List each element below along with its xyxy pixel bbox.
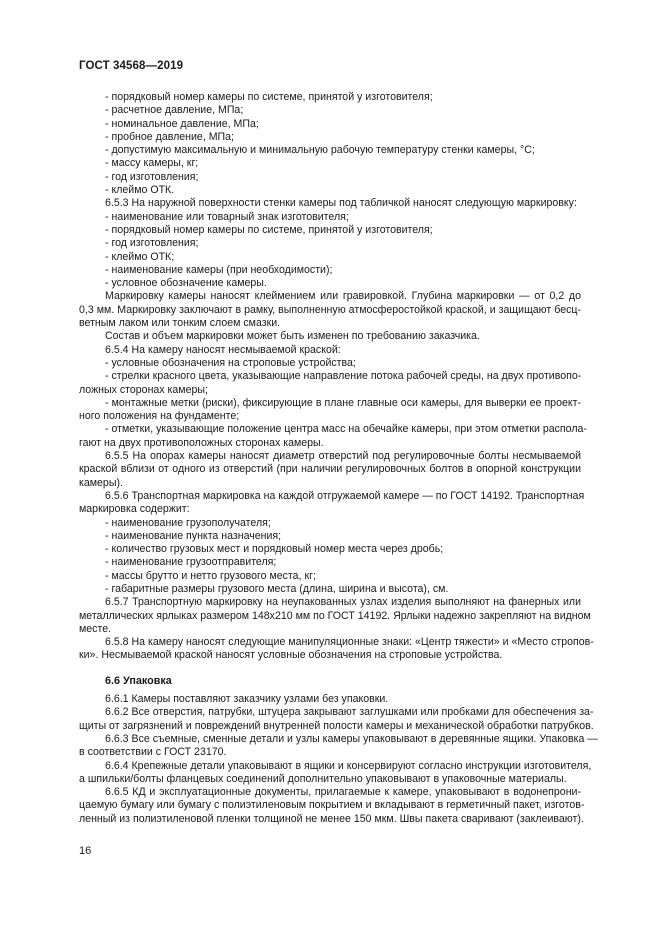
list-item: - массы брутто и нетто грузового места, кг;: [105, 569, 316, 582]
list-item: - наименование грузополучателя;: [105, 516, 271, 529]
list-item: - наименование грузоотправителя;: [105, 556, 277, 569]
paragraph-line: цаемую бумагу или бумагу с полиэтиленовым покрытием и вкладывают в герметичный пакет, изготов-: [79, 799, 585, 812]
paragraph-line: ки». Несмываемой краской наносят условные обозначения на строповые устройства.: [79, 649, 503, 662]
list-item: - год изготовления;: [105, 170, 199, 183]
list-item-continuation: гают на двух противоположных сторонах камеры.: [79, 436, 324, 449]
paragraph-line: щиты от загрязнений и повреждений внутренней полости камеры и механической обработки патрубков.: [79, 719, 594, 732]
list-item: - допустимую максимальную и минимальную рабочую температуру стенки камеры, °С;: [105, 144, 535, 157]
paragraph-line: маркировка содержит:: [79, 503, 190, 516]
clause-6-5-4: 6.5.4 На камеру наносят несмываемой краской:: [105, 343, 341, 356]
list-item: - монтажные метки (риски), фиксирующие в плане главные оси камеры, для выверки ее проект-: [105, 396, 581, 409]
list-item: - количество грузовых мест и порядковый номер места через дробь;: [105, 543, 444, 556]
clause-6-5-5: 6.5.5 На опорах камеры наносят диаметр отверстий под регулировочные болты несмываемой: [105, 450, 581, 463]
page-number: 16: [79, 845, 92, 857]
paragraph-line: Маркировку камеры наносят клеймением или гравировкой. Глубина маркировки — от 0,2 до: [105, 290, 581, 303]
list-item: - отметки, указывающие положение центра масс на обечайке камеры, при этом отметки распола-: [105, 423, 587, 436]
clause-6-6-2: 6.6.2 Все отверстия, патрубки, штуцера закрывают заглушками или пробками для обеспечения за-: [105, 706, 594, 719]
document-body: [79, 91, 598, 826]
list-item: - порядковый номер камеры по системе, принятой у изготовителя;: [105, 91, 433, 103]
clause-6-6-1: 6.6.1 Камеры поставляют заказчику узлами без упаковки.: [105, 693, 389, 706]
list-item: - габаритные размеры грузового места (длина, ширина и высота), см.: [105, 582, 449, 595]
paragraph-line: а шпильки/болты фланцевых соединений дополнительно упаковывают в упаковочные материалы.: [79, 772, 567, 785]
list-item: - массу камеры, кг;: [105, 157, 199, 170]
paragraph-line: ленный из полиэтиленовой пленки толщиной не менее 150 мкм. Швы пакета сваривают (заклеивают).: [79, 812, 584, 825]
paragraph-line: металлических ярлыках размером 148x210 мм по ГОСТ 14192. Ярлыки надежно закрепляют на видном: [79, 609, 591, 622]
list-item: - условные обозначения на строповые устройства;: [105, 356, 356, 369]
paragraph-line: в соответствии с ГОСТ 23170.: [79, 746, 227, 759]
list-item: - наименование камеры (при необходимости);: [105, 263, 333, 276]
clause-6-6-3: 6.6.3 Все съемные, сменные детали и узлы камеры упаковывают в деревянные ящики. Упаковка —: [105, 732, 598, 745]
list-item-continuation: ложных сторонах камеры;: [79, 383, 208, 396]
clause-6-5-3: 6.5.3 На наружной поверхности стенки камеры под табличкой наносят следующую маркировку:: [105, 197, 577, 210]
list-item: - клеймо ОТК;: [105, 250, 175, 263]
list-item: - пробное давление, МПа;: [105, 130, 234, 143]
list-item: - год изготовления;: [105, 237, 199, 250]
clause-6-5-6: 6.5.6 Транспортная маркировка на каждой отгружаемой камере — по ГОСТ 14192. Транспортная: [105, 489, 585, 502]
list-item: - наименование пункта назначения;: [105, 529, 282, 542]
section-heading: 6.6 Упаковка: [105, 674, 172, 687]
document-code-header: ГОСТ 34568—2019: [79, 60, 184, 72]
paragraph-line: 0,3 мм. Маркировку заключают в рамку, выполненную атмосферостойкой краской, и защищают бесц-: [79, 303, 581, 316]
clause-6-5-8: 6.5.8 На камеру наносят следующие манипуляционные знаки: «Центр тяжести» и «Место стропов-: [105, 636, 594, 649]
list-item: - условное обозначение камеры.: [105, 277, 267, 290]
paragraph-line: ветным лаком или тонким слоем смазки.: [79, 317, 281, 330]
clause-6-6-5: 6.6.5 КД и эксплуатационные документы, прилагаемые к камере, упаковывают в водонепрони-: [105, 786, 581, 799]
paragraph-line: камеры).: [79, 476, 123, 489]
paragraph-line: краской вблизи от одного из отверстий (при наличии регулировочных болтов в опорной конструкции: [79, 463, 581, 476]
paragraph-line: месте.: [79, 622, 112, 635]
clause-6-5-7: 6.5.7 Транспортную маркировку на неупакованных узлах изделия выполняют на фанерных или: [105, 596, 581, 609]
list-item: - клеймо ОТК.: [105, 184, 175, 197]
list-item: - наименование или товарный знак изготовителя;: [105, 210, 349, 223]
list-item: - порядковый номер камеры по системе, принятой у изготовителя;: [105, 223, 433, 236]
clause-6-6-4: 6.6.4 Крепежные детали упаковывают в ящики и консервируют согласно инструкции изготовителя,: [105, 759, 592, 772]
paragraph-line: Состав и объем маркировки может быть изменен по требованию заказчика.: [105, 330, 480, 343]
list-item: - стрелки красного цвета, указывающие направление потока рабочей среды, на двух противопо-: [105, 370, 582, 383]
list-item: - расчетное давление, МПа;: [105, 104, 244, 117]
list-item-continuation: ного положения на фундаменте;: [79, 410, 240, 423]
list-item: - номинальное давление, МПа;: [105, 117, 259, 130]
